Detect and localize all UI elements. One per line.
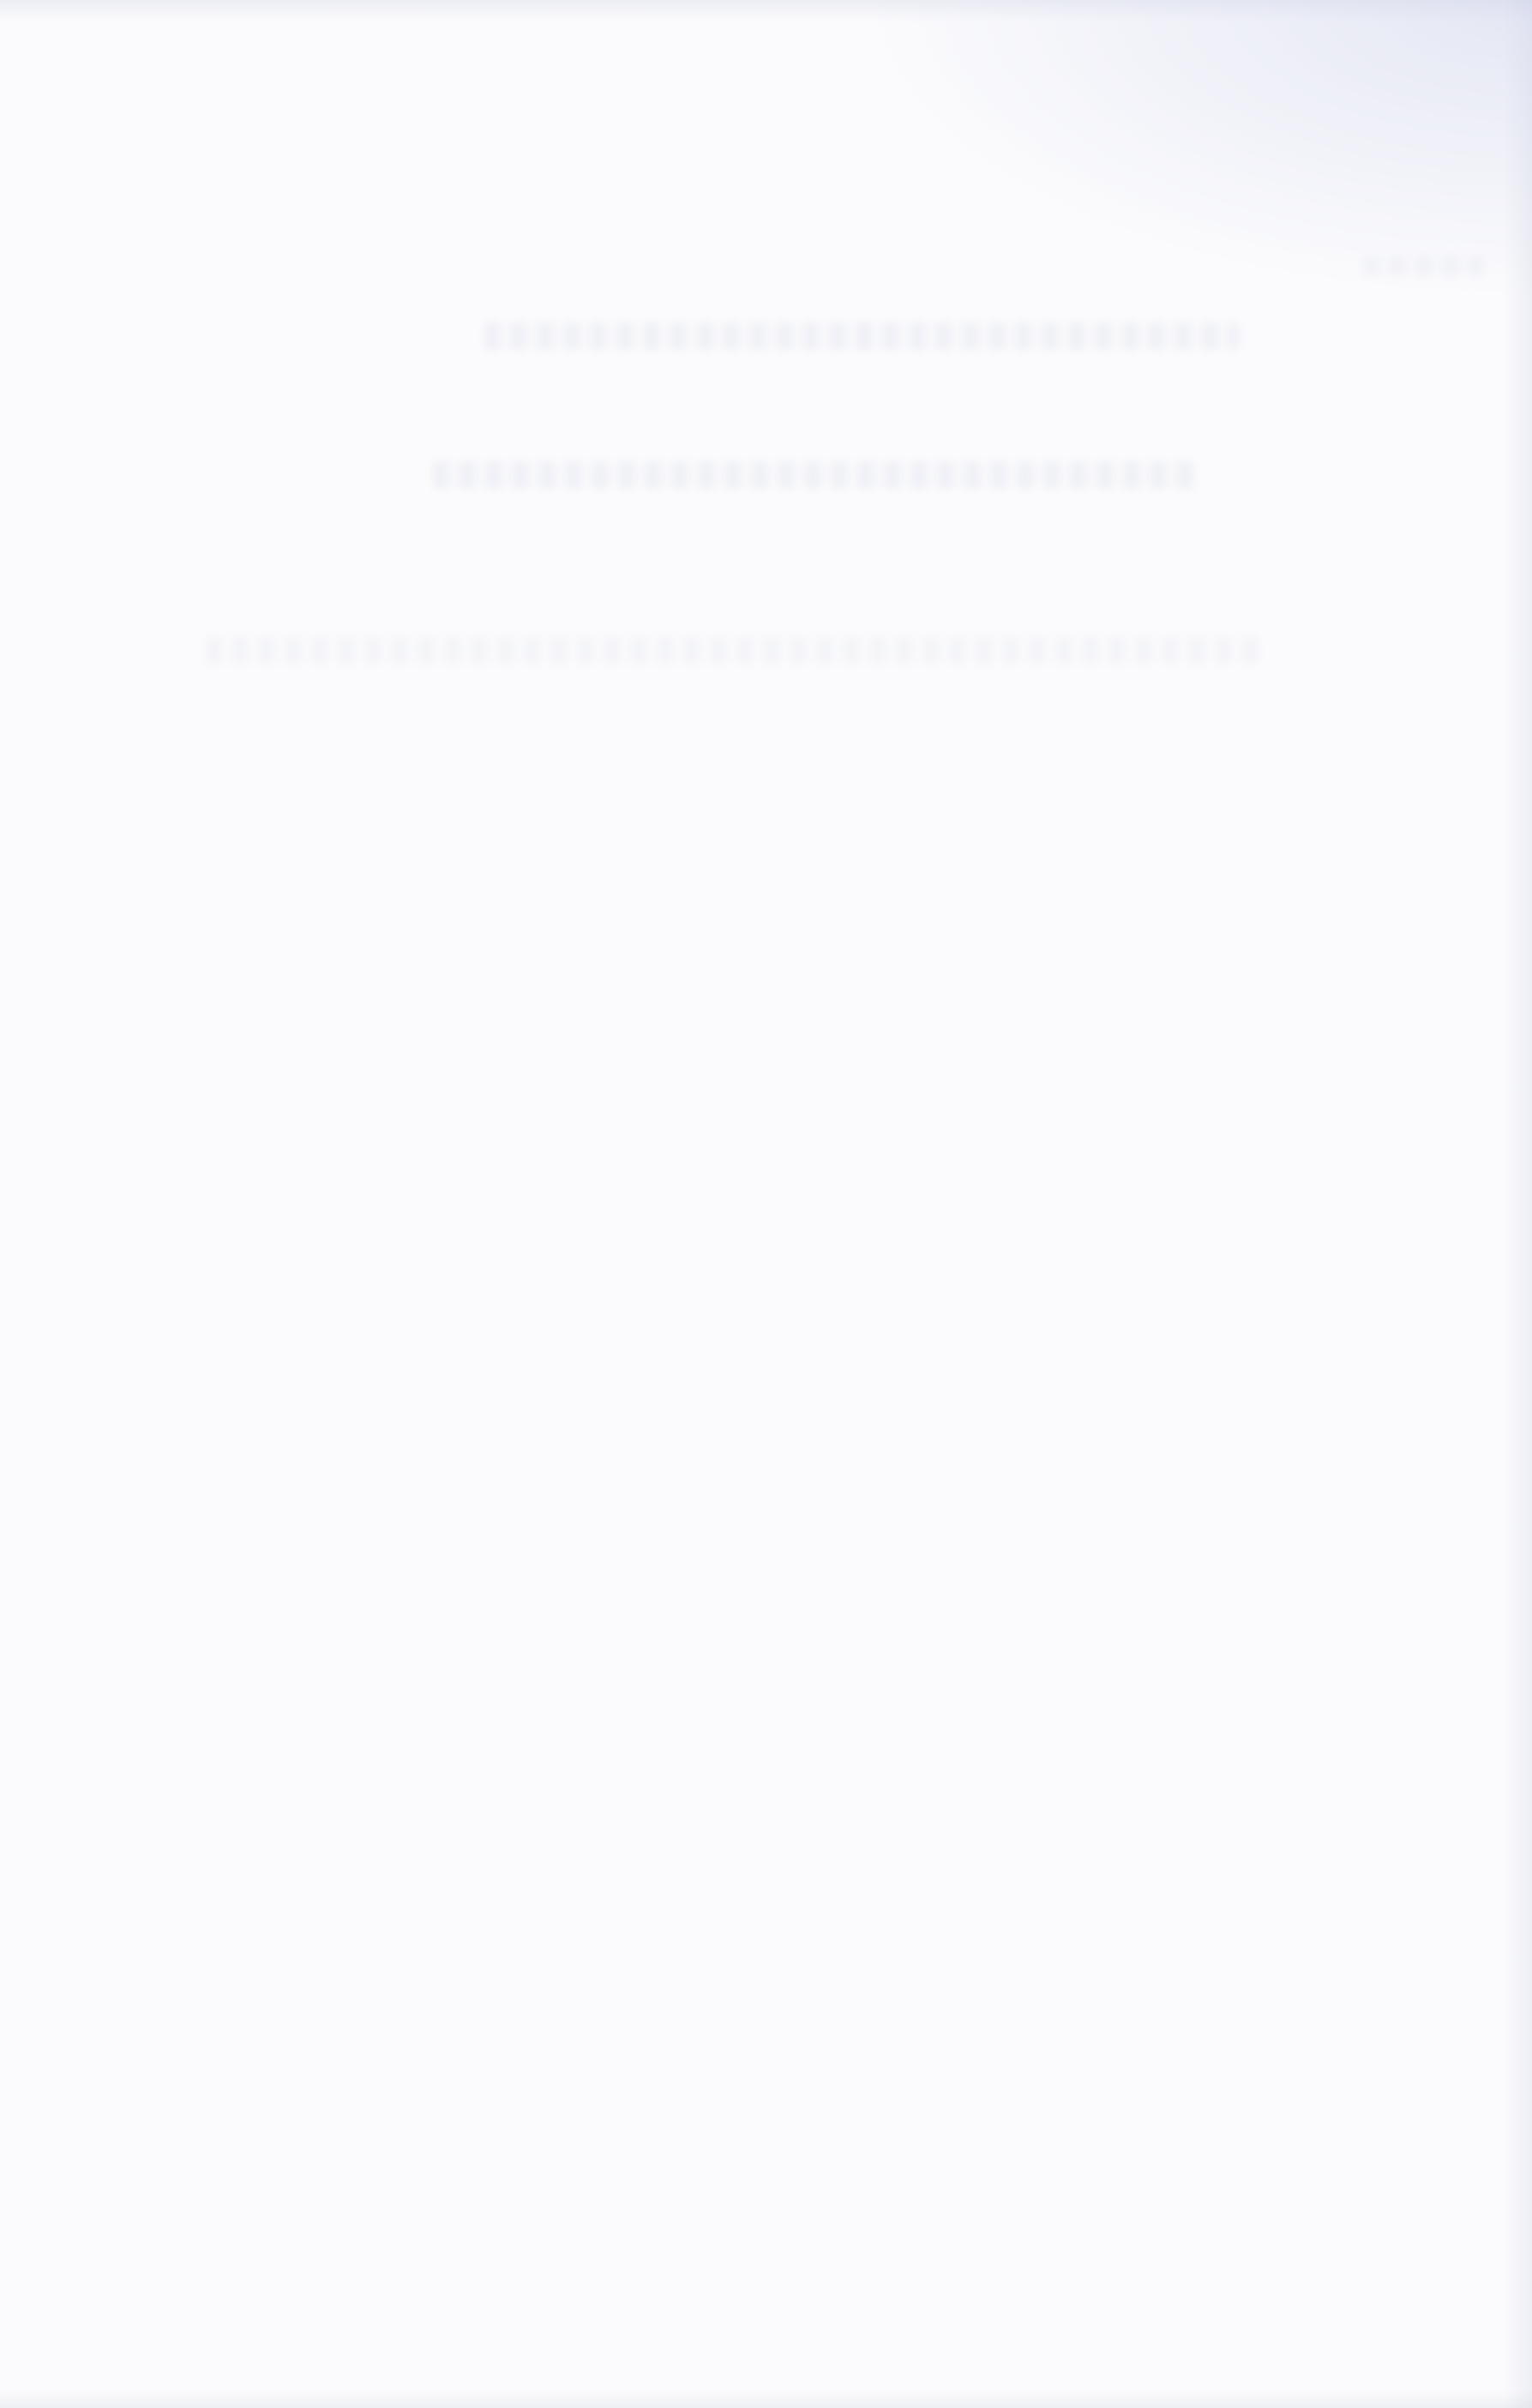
bleedthrough-smudge [433,461,1196,489]
bleedthrough-smudge [1363,257,1483,276]
bleedthrough-smudge [206,636,1260,664]
bleedthrough-smudge [484,322,1239,350]
